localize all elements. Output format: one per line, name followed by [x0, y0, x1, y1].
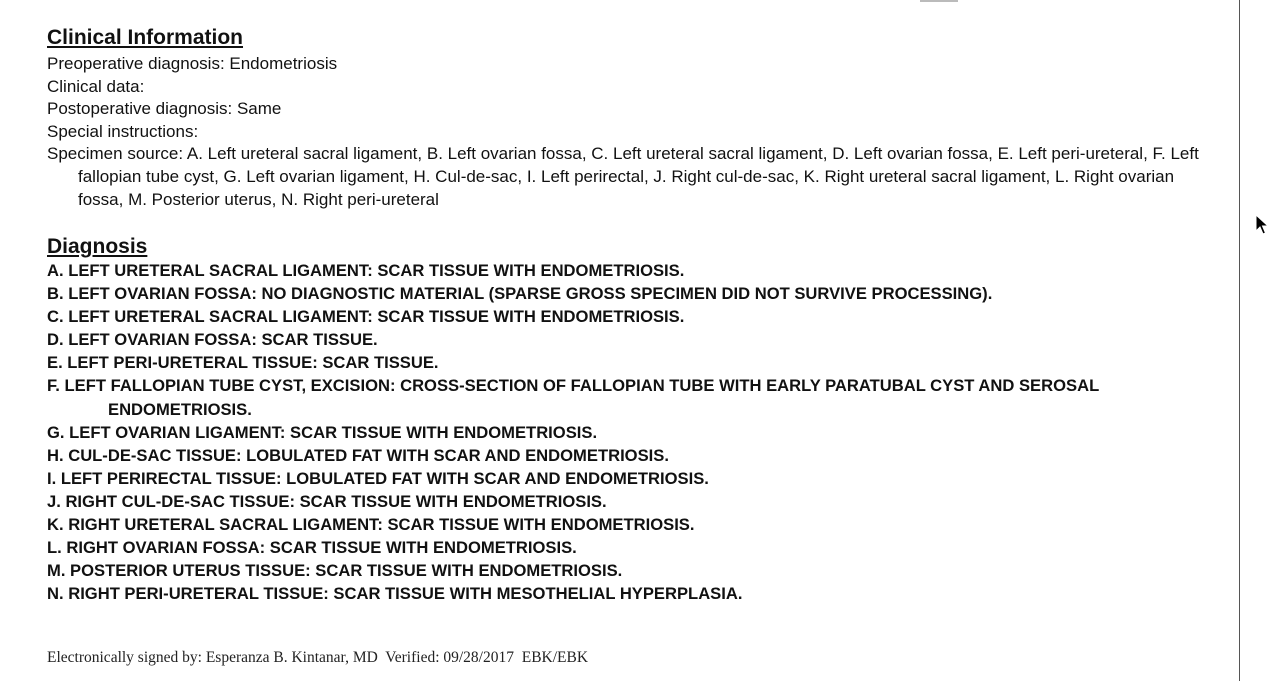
- diagnosis-item-d: D. LEFT OVARIAN FOSSA: SCAR TISSUE.: [47, 330, 378, 350]
- preoperative-diagnosis: Preoperative diagnosis: Endometriosis: [47, 54, 338, 73]
- diagnosis-item-f: F. LEFT FALLOPIAN TUBE CYST, EXCISION: CROSS-SECTION OF FALLOPIAN TUBE WITH EARLY PARATUBAL CYST AND SEROSAL ENDOMETRIOSIS.: [47, 376, 1099, 419]
- clinical-data: Clinical data:: [47, 76, 145, 96]
- diagnosis-item-h: H. CUL-DE-SAC TISSUE: LOBULATED FAT WITH SCAR AND ENDOMETRIOSIS.: [47, 445, 669, 465]
- diagnosis-item-b: B. LEFT OVARIAN FOSSA: NO DIAGNOSTIC MATERIAL (SPARSE GROSS SPECIMEN DID NOT SURVIVE PROCESSING).: [47, 284, 993, 304]
- specimen-source: Specimen source: A. Left ureteral sacral ligament, B. Left ovarian fossa, C. Left ureteral sacral ligament, D. Left ovarian fossa, E. Left peri-ureteral, F. Left fallopian tube cyst, G. Left ovarian ligament, H. Cul-de-sac, I. Left perirectal, J. Right cul-de-sac, K. Right ureteral sacral ligament, L. Right ovarian fossa, M. Posterior uterus, N. Right peri-ureteral: [47, 144, 1199, 209]
- clinical-information-heading: Clinical Information: [47, 26, 244, 49]
- diagnosis-item-i: I. LEFT PERIRECTAL TISSUE: LOBULATED FAT WITH SCAR AND ENDOMETRIOSIS.: [47, 468, 709, 488]
- diagnosis-item-c: C. LEFT URETERAL SACRAL LIGAMENT: SCAR TISSUE WITH ENDOMETRIOSIS.: [47, 307, 685, 327]
- diagnosis-heading: Diagnosis: [47, 235, 148, 258]
- diagnosis-item-n: N. RIGHT PERI-URETERAL TISSUE: SCAR TISSUE WITH MESOTHELIAL HYPERPLASIA.: [47, 584, 743, 604]
- diagnosis-item-k: K. RIGHT URETERAL SACRAL LIGAMENT: SCAR TISSUE WITH ENDOMETRIOSIS.: [47, 515, 695, 535]
- diagnosis-item-j: J. RIGHT CUL-DE-SAC TISSUE: SCAR TISSUE WITH ENDOMETRIOSIS.: [47, 491, 607, 511]
- diagnosis-list: [47, 259, 1217, 605]
- top-edge-mark: [920, 0, 958, 2]
- clinical-information-section: [47, 53, 1217, 211]
- diagnosis-item-l: L. RIGHT OVARIAN FOSSA: SCAR TISSUE WITH ENDOMETRIOSIS.: [47, 538, 577, 558]
- special-instructions: Special instructions:: [47, 121, 199, 141]
- electronic-signature: Electronically signed by: Esperanza B. Kintanar, MD Verified: 09/28/2017 EBK/EBK: [47, 649, 589, 666]
- diagnosis-item-g: G. LEFT OVARIAN LIGAMENT: SCAR TISSUE WITH ENDOMETRIOSIS.: [47, 422, 598, 442]
- diagnosis-item-e: E. LEFT PERI-URETERAL TISSUE: SCAR TISSUE.: [47, 353, 439, 373]
- mouse-pointer-icon: [1255, 214, 1269, 236]
- postoperative-diagnosis: Postoperative diagnosis: Same: [47, 99, 282, 119]
- diagnosis-item-m: M. POSTERIOR UTERUS TISSUE: SCAR TISSUE WITH ENDOMETRIOSIS.: [47, 561, 623, 581]
- page-right-border: [1239, 0, 1240, 681]
- diagnosis-item-a: A. LEFT URETERAL SACRAL LIGAMENT: SCAR TISSUE WITH ENDOMETRIOSIS.: [47, 261, 685, 280]
